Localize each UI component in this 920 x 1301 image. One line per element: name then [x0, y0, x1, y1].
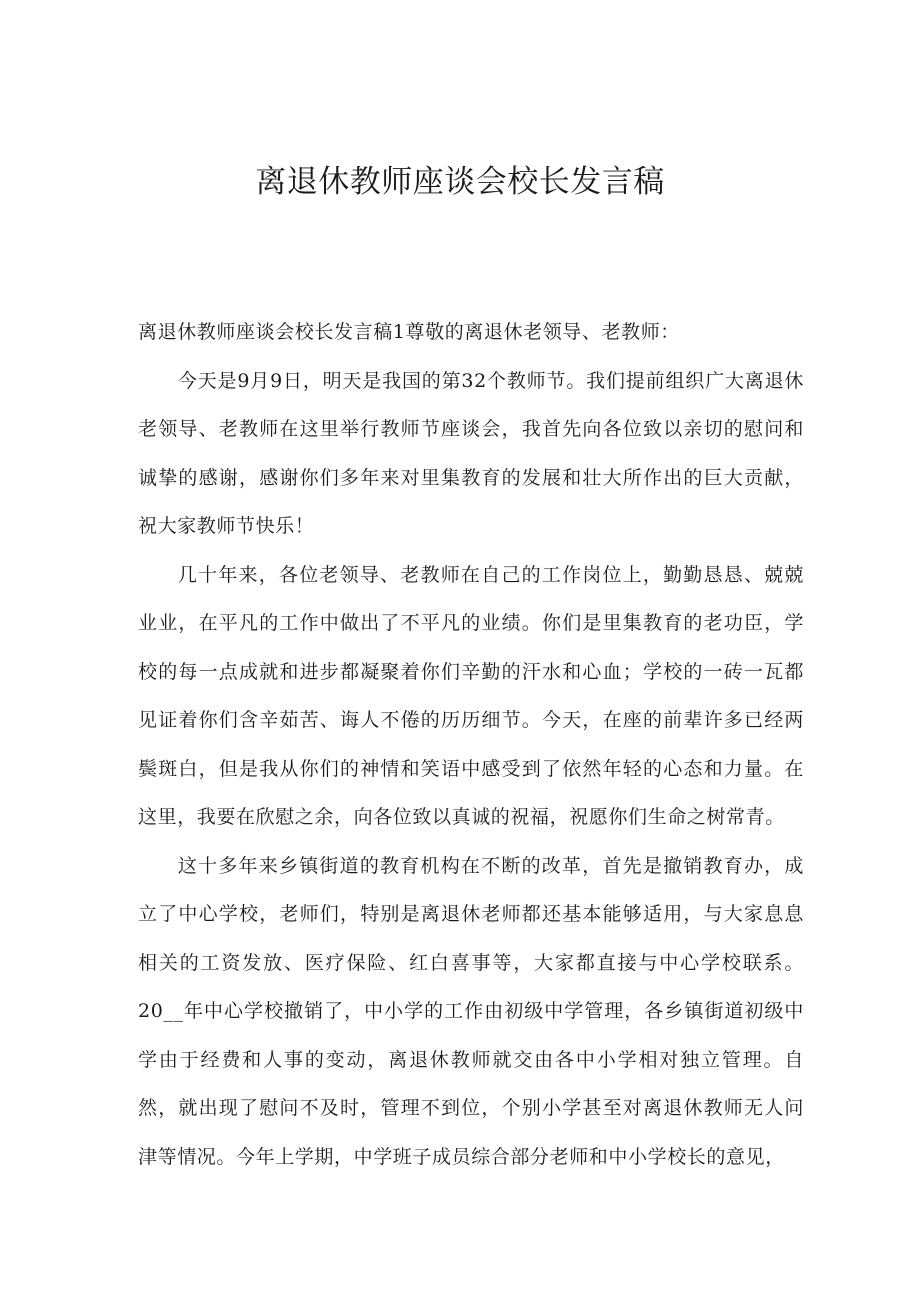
document-title: 离退休教师座谈会校长发言稿	[255, 164, 665, 200]
paragraph: 几十年来，各位老领导、老教师在自己的工作岗位上，勤勤恳恳、兢兢业业，在平凡的工作中做出了不平凡的业绩。你们是里集教育的老功臣，学校的每一点成就和进步都凝聚着你们辛勤的汗水和心血；学校的一砖一瓦都见证着你们含辛茹苦、诲人不倦的历历细节。今天，在座的前辈许多已经两鬓斑白，但是我从你们的神情和笑语中感受到了依然年轻的心态和力量。在这里，我要在欣慰之余，向各位致以真诚的祝福，祝愿你们生命之树常青。	[138, 563, 804, 828]
document-body	[138, 308, 804, 1181]
paragraph-salutation: 离退休教师座谈会校长发言稿1尊敬的离退休老领导、老教师：	[138, 321, 680, 343]
paragraph: 今天是9月9日，明天是我国的第32个教师节。我们提前组织广大离退休老领导、老教师在这里举行教师节座谈会，我首先向各位致以亲切的慰问和诚挚的感谢，感谢你们多年来对里集教育的发展和壮大所作出的巨大贡献，祝大家教师节快乐！	[138, 369, 804, 537]
paragraph: 这十多年来乡镇街道的教育机构在不断的改革，首先是撤销教育办，成立了中心学校，老师们，特别是离退休老师都还基本能够适用，与大家息息相关的工资发放、医疗保险、红白喜事等，大家都直接与中心学校联系。20__年中心学校撤销了，中小学的工作由初级中学管理，各乡镇街道初级中学由于经费和人事的变动，离退休教师就交由各中小学相对独立管理。自然，就出现了慰问不及时，管理不到位，个别小学甚至对离退休教师无人问津等情况。今年上学期，中学班子成员综合部分老师和中小学校长的意见，	[138, 854, 804, 1168]
